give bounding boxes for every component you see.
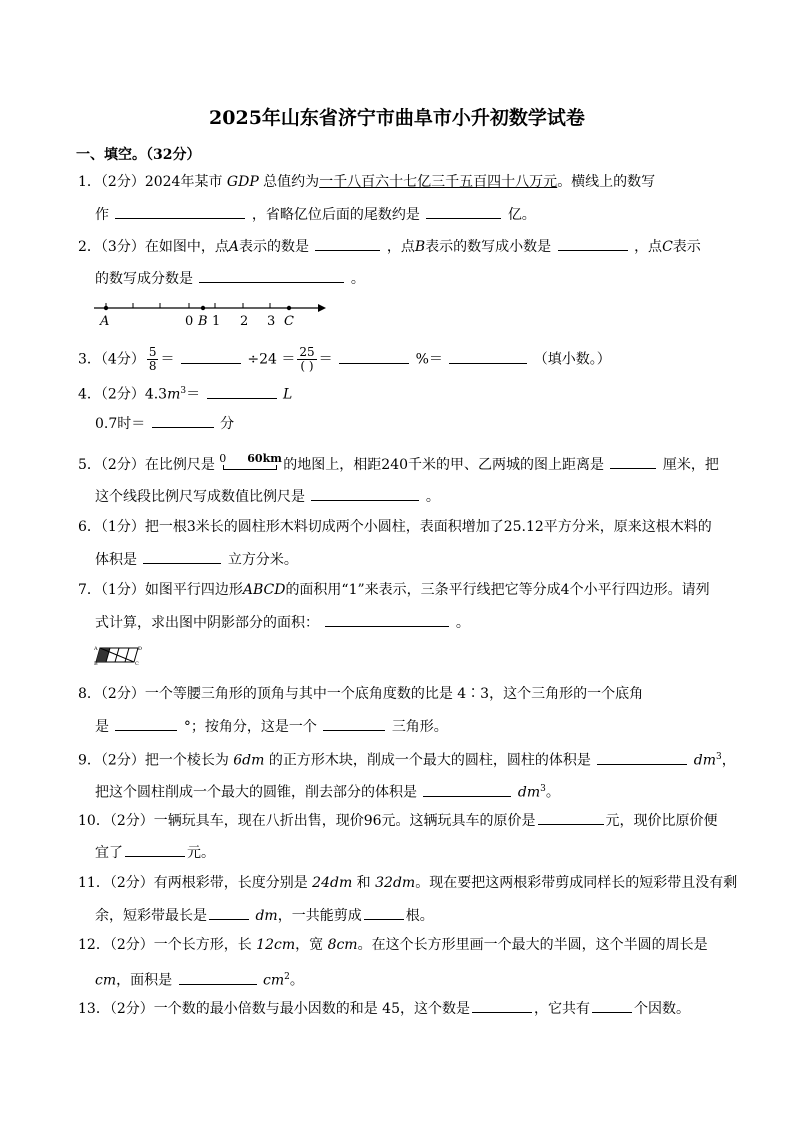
axis-label-a: A xyxy=(100,314,110,329)
question-10-line-2: 宜了 元。 xyxy=(95,842,215,863)
question-5-line-1: 5．（2分）在比例尺是 0 60km 的地图上，相距240千米的甲、乙两城的图上距离是 厘米，把 xyxy=(78,452,719,473)
scale-bar: 0 60km xyxy=(219,455,283,475)
question-4-line-2: 0.7时＝ 分 xyxy=(95,413,234,434)
question-2-line-1: 2．（3分）在如图中，点A表示的数是 ，点B表示的数写成小数是 ，点C表示 xyxy=(78,236,701,257)
question-1-line-1: 1．（2分）2024年某市 GDP 总值约为一千八百六十七亿三千五百四十八万元。横线上的数写 xyxy=(78,174,656,190)
answer-blank[interactable] xyxy=(315,236,380,251)
answer-blank[interactable] xyxy=(558,236,628,251)
question-7-line-1: 7．（1分）如图平行四边形ABCD的面积用“1”来表示，三条平行线把它等分成4个小平行四边形。请列 xyxy=(78,582,710,598)
answer-blank[interactable] xyxy=(179,970,257,985)
answer-blank[interactable] xyxy=(143,549,221,564)
question-8-line-2: 是 °；按角分，这是一个 三角形。 xyxy=(95,716,448,737)
answer-blank[interactable] xyxy=(538,810,604,825)
answer-blank[interactable] xyxy=(199,268,344,283)
answer-blank[interactable] xyxy=(115,716,177,731)
svg-text:B: B xyxy=(94,661,98,666)
answer-blank[interactable] xyxy=(610,454,656,469)
question-9-line-1: 9．（2分）把一个棱长为 6dm 的正方形木块，削成一个最大的圆柱，圆柱的体积是 $dm^3$， xyxy=(78,747,736,771)
answer-blank[interactable] xyxy=(207,384,277,399)
axis-label-0: 0 xyxy=(185,314,194,329)
question-5-line-2: 这个线段比例尺写成数值比例尺是 。 xyxy=(95,486,440,507)
answer-blank[interactable] xyxy=(209,905,249,920)
answer-blank[interactable] xyxy=(325,612,449,627)
question-13-line-1: 13．（2分）一个数的最小倍数与最小因数的和是 45，这个数是 ，它共有 个因数。 xyxy=(78,998,690,1019)
question-12-line-2: cm，面积是 $cm^2$。 xyxy=(95,967,304,991)
question-12-line-1: 12．（2分）一个长方形，长 12cm，宽 8cm。在这个长方形里画一个最大的半圆，这个半圆的周长是 xyxy=(78,937,708,953)
question-11-line-1: 11．（2分）有两根彩带，长度分别是 24dm 和 32dm。现在要把这两根彩带剪成同样长的短彩带且没有剩 xyxy=(78,875,738,891)
answer-blank[interactable] xyxy=(115,204,245,219)
parallelogram-figure xyxy=(94,644,144,666)
axis-label-1: 1 xyxy=(212,314,221,329)
axis-label-2: 2 xyxy=(240,314,249,329)
page-title: 2025年山东省济宁市曲阜市小升初数学试卷 xyxy=(209,107,585,129)
question-11-line-2: 余，短彩带最长是 dm，一共能剪成 根。 xyxy=(95,905,434,926)
answer-blank[interactable] xyxy=(364,905,404,920)
question-9-line-2: 把这个圆柱削成一个最大的圆锥，削去部分的体积是 $dm^3$。 xyxy=(95,779,560,803)
question-4-line-1: 4．（2分）$4.3m^3= L$ xyxy=(78,381,292,405)
answer-blank[interactable] xyxy=(152,413,214,428)
fraction: $\frac{5}{8}$ xyxy=(148,345,157,373)
answer-blank[interactable] xyxy=(125,842,185,857)
svg-text:C: C xyxy=(135,661,139,666)
answer-blank[interactable] xyxy=(423,782,511,797)
svg-text:D: D xyxy=(138,646,143,652)
question-8-line-1: 8．（2分）一个等腰三角形的顶角与其中一个底角度数的比是 4∶3，这个三角形的一个底角 xyxy=(78,686,644,702)
question-7-line-2: 式计算，求出图中阴影部分的面积： 。 xyxy=(95,612,470,633)
question-1-line-2: 作 ，省略亿位后面的尾数约是 亿。 xyxy=(95,204,536,225)
answer-blank[interactable] xyxy=(592,998,632,1013)
answer-blank[interactable] xyxy=(597,750,687,765)
svg-text:A: A xyxy=(94,646,98,652)
question-2-line-2: 的数写成分数是 。 xyxy=(95,268,365,289)
section-heading: 一、填空。（32分） xyxy=(76,147,201,163)
question-3-line-1: 3．（4分） $\frac{5}{8}$ ＝ ÷24 ＝ $\frac{25}{( )}$ ＝ %＝ （填小数。） xyxy=(78,345,611,373)
axis-label-3: 3 xyxy=(267,314,276,329)
question-6-line-2: 体积是 立方分米。 xyxy=(95,549,298,570)
answer-blank[interactable] xyxy=(311,486,419,501)
axis-label-c: C xyxy=(284,314,294,329)
fraction: $\frac{25}{( )}$ xyxy=(299,345,315,373)
answer-blank[interactable] xyxy=(426,204,501,219)
question-6-line-1: 6．（1分）把一根3米长的圆柱形木料切成两个小圆柱，表面积增加了25.12平方分米，原来这根木料的 xyxy=(78,519,712,535)
number-line-figure xyxy=(90,298,330,330)
answer-blank[interactable] xyxy=(181,349,241,364)
question-10-line-1: 10．（2分）一辆玩具车，现在八折出售，现价96元。这辆玩具车的原价是 元，现价比原价便 xyxy=(78,810,718,831)
axis-label-b: B xyxy=(198,314,208,329)
answer-blank[interactable] xyxy=(472,998,532,1013)
answer-blank[interactable] xyxy=(449,349,527,364)
answer-blank[interactable] xyxy=(323,716,385,731)
answer-blank[interactable] xyxy=(339,349,409,364)
